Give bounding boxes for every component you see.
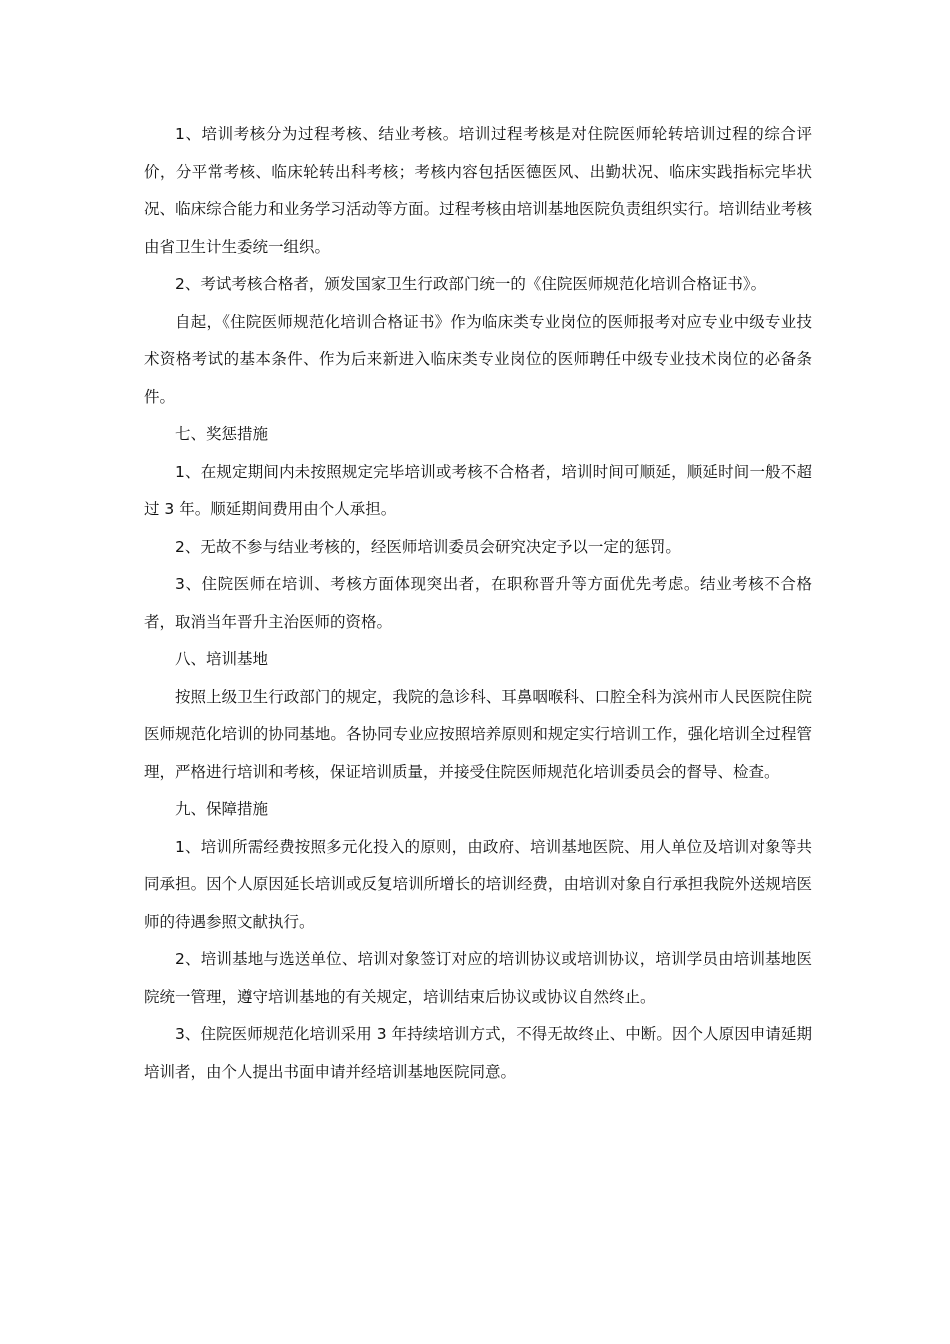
section-heading-rewards-penalties: 七、奖惩措施 [175, 425, 269, 443]
paragraph-certificate-usage: 自起，《住院医师规范化培训合格证书》作为临床类专业岗位的医师报考对应专业中级专业技术资格考试的基本条件、作为后来新进入临床类专业岗位的医师聘任中级专业技术岗位的必备条件。 [144, 312, 812, 406]
paragraph-absence-penalty: 2、无故不参与结业考核的，经医师培训委员会研究决定予以一定的惩罚。 [175, 537, 681, 556]
paragraph-continuous-training: 3、住院医师规范化培训采用 3 年持续培训方式，不得无故终止、中断。因个人原因申请延期培训者，由个人提出书面申请并经培训基地医院同意。 [144, 1025, 812, 1081]
paragraph-agreement: 2、培训基地与选送单位、培训对象签订对应的培训协议或培训协议，培训学员由培训基地医院统一管理，遵守培训基地的有关规定，培训结束后协议或协议自然终止。 [144, 950, 812, 1006]
paragraph-collaborative-base: 按照上级卫生行政部门的规定，我院的急诊科、耳鼻咽喉科、口腔全科为滨州市人民医院住院医师规范化培训的协同基地。各协同专业应按照培养原则和规定实行培训工作，强化培训全过程管理，严格进行培训和考核，保证培训质量，并接受住院医师规范化培训委员会的督导、检查。 [144, 687, 812, 781]
paragraph-extension: 1、在规定期间内未按照规定完毕培训或考核不合格者，培训时间可顺延，顺延时间一般不超过 3 年。顺延期间费用由个人承担。 [144, 462, 812, 518]
section-heading-safeguards: 九、保障措施 [175, 800, 269, 818]
paragraph-assessment-types: 1、培训考核分为过程考核、结业考核。培训过程考核是对住院医师轮转培训过程的综合评价，分平常考核、临床轮转出科考核；考核内容包括医德医风、出勤状况、临床实践指标完毕状况、临床综合能力和业务学习活动等方面。过程考核由培训基地医院负责组织实行。培训结业考核由省卫生计生委统一组织。 [144, 125, 812, 256]
paragraph-funding: 1、培训所需经费按照多元化投入的原则，由政府、培训基地医院、用人单位及培训对象等共同承担。因个人原因延长培训或反复培训所增长的培训经费，由培训对象自行承担我院外送规培医师的待遇参照文献执行。 [144, 837, 812, 931]
paragraph-outstanding-performance: 3、住院医师在培训、考核方面体现突出者，在职称晋升等方面优先考虑。结业考核不合格者，取消当年晋升主治医师的资格。 [144, 575, 812, 631]
document-body [144, 116, 812, 1091]
section-heading-training-base: 八、培训基地 [175, 650, 269, 668]
paragraph-certificate: 2、考试考核合格者，颁发国家卫生行政部门统一的《住院医师规范化培训合格证书》。 [175, 275, 767, 293]
